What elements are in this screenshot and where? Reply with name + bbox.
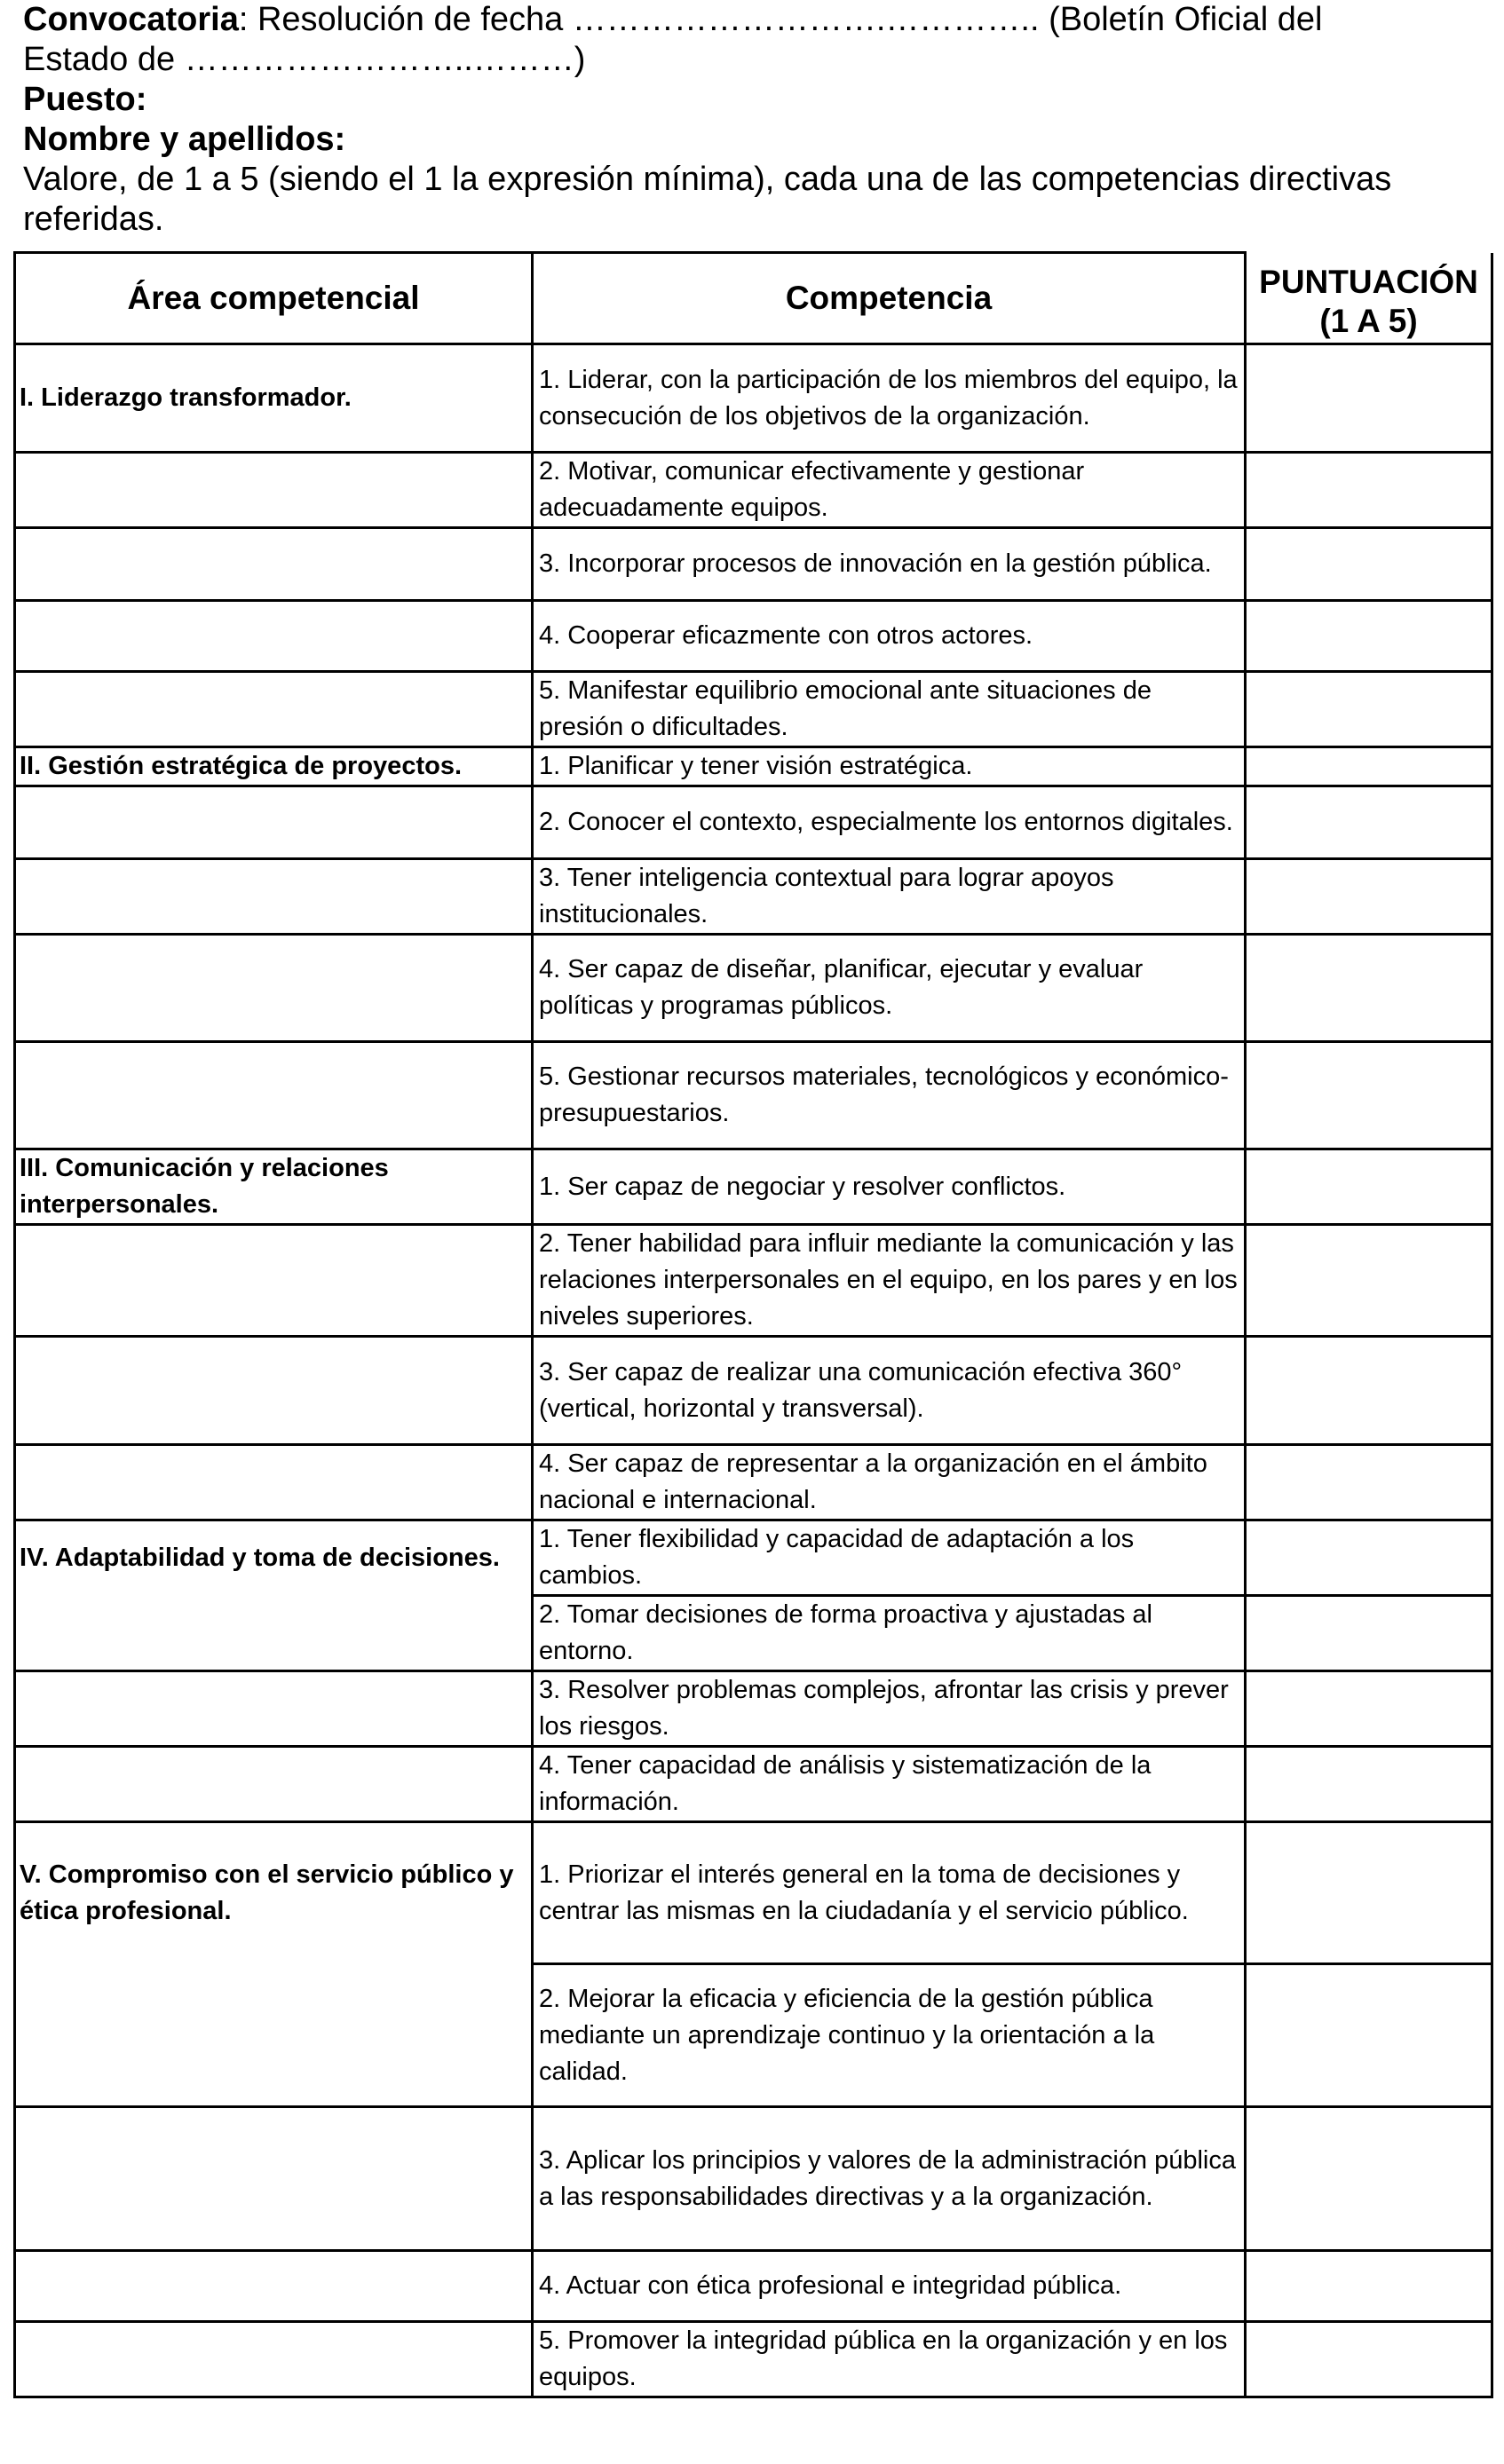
puntuacion-input-cell[interactable] xyxy=(1246,2322,1492,2397)
puntuacion-input-cell[interactable] xyxy=(1246,1747,1492,1822)
instruction-line-2: referidas. xyxy=(23,201,164,238)
competencia-row xyxy=(15,859,1492,935)
header-puntuacion xyxy=(1246,253,1492,344)
area-empty-cell xyxy=(15,672,533,747)
competencia-row xyxy=(15,1520,1492,1596)
puntuacion-input-cell[interactable] xyxy=(1246,1149,1492,1225)
puntuacion-input-cell[interactable] xyxy=(1246,786,1492,859)
competencia-text: 1. Priorizar el interés general en la toma de decisiones y centrar las mismas en la ciudadanía y el servicio público. xyxy=(533,1822,1246,1964)
competencia-row xyxy=(15,1596,1492,1671)
area-empty-cell xyxy=(15,1964,533,2107)
competencia-row xyxy=(15,601,1492,672)
competencia-row xyxy=(15,1445,1492,1520)
competencia-row xyxy=(15,528,1492,601)
convocatoria-line xyxy=(23,0,1488,40)
table-header-row xyxy=(15,253,1492,344)
area-empty-cell xyxy=(15,453,533,528)
competencia-text: 5. Manifestar equilibrio emocional ante situaciones de presión o dificultades. xyxy=(533,672,1246,747)
puntuacion-input-cell[interactable] xyxy=(1246,1520,1492,1596)
puntuacion-input-cell[interactable] xyxy=(1246,1225,1492,1337)
convocatoria-label: Convocatoria xyxy=(23,1,239,38)
header-puntuacion-line-1: PUNTUACIÓN xyxy=(1259,264,1478,300)
competencia-text: 4. Cooperar eficazmente con otros actores. xyxy=(533,601,1246,672)
competencia-row xyxy=(15,1042,1492,1149)
instruction-line-1: Valore, de 1 a 5 (siendo el 1 la expresión mínima), cada una de las competencias directivas xyxy=(23,161,1392,198)
area-empty-cell xyxy=(15,786,533,859)
area-empty-cell xyxy=(15,2322,533,2397)
area-title: I. Liderazgo transformador. xyxy=(15,344,533,453)
competencia-row xyxy=(15,1225,1492,1337)
competencia-row xyxy=(15,1671,1492,1747)
area-empty-cell xyxy=(15,935,533,1042)
competencia-text: 5. Promover la integridad pública en la organización y en los equipos. xyxy=(533,2322,1246,2397)
area-empty-cell xyxy=(15,1337,533,1445)
competencia-row xyxy=(15,2251,1492,2322)
area-empty-cell xyxy=(15,1042,533,1149)
area-empty-cell xyxy=(15,528,533,601)
competencia-text: 2. Tener habilidad para influir mediante la comunicación y las relaciones interpersonales en el equipo, en los pares y en los niveles superiores. xyxy=(533,1225,1246,1337)
area-empty-cell xyxy=(15,859,533,935)
puntuacion-input-cell[interactable] xyxy=(1246,1596,1492,1671)
puesto-label: Puesto: xyxy=(23,81,147,118)
competencia-text: 3. Resolver problemas complejos, afrontar las crisis y prever los riesgos. xyxy=(533,1671,1246,1747)
competencia-row xyxy=(15,2322,1492,2397)
puntuacion-input-cell[interactable] xyxy=(1246,672,1492,747)
puntuacion-input-cell[interactable] xyxy=(1246,1964,1492,2107)
competencias-table xyxy=(13,251,1493,2398)
area-empty-cell xyxy=(15,1596,533,1671)
competencia-row xyxy=(15,344,1492,453)
competencia-row xyxy=(15,1964,1492,2107)
competencia-row xyxy=(15,453,1492,528)
puntuacion-input-cell[interactable] xyxy=(1246,2107,1492,2251)
area-title: V. Compromiso con el servicio público y ética profesional. xyxy=(15,1822,533,1964)
puntuacion-input-cell[interactable] xyxy=(1246,528,1492,601)
competencia-row xyxy=(15,2107,1492,2251)
competencia-text: 4. Ser capaz de representar a la organización en el ámbito nacional e internacional. xyxy=(533,1445,1246,1520)
area-empty-cell xyxy=(15,1225,533,1337)
competencia-row xyxy=(15,747,1492,786)
competencia-text: 4. Ser capaz de diseñar, planificar, ejecutar y evaluar políticas y programas públicos. xyxy=(533,935,1246,1042)
puntuacion-input-cell[interactable] xyxy=(1246,859,1492,935)
puntuacion-input-cell[interactable] xyxy=(1246,1337,1492,1445)
area-empty-cell xyxy=(15,2251,533,2322)
competencia-text: 2. Mejorar la eficacia y eficiencia de la gestión pública mediante un aprendizaje continuo y la orientación a la calidad. xyxy=(533,1964,1246,2107)
estado-line: Estado de ……………………..………) xyxy=(23,41,586,78)
puntuacion-input-cell[interactable] xyxy=(1246,344,1492,453)
puntuacion-input-cell[interactable] xyxy=(1246,1445,1492,1520)
area-empty-cell xyxy=(15,1747,533,1822)
competencia-text: 1. Ser capaz de negociar y resolver conflictos. xyxy=(533,1149,1246,1225)
convocatoria-text: : Resolución de fecha ……………………….………….. (Boletín Oficial del xyxy=(238,1,1323,38)
puntuacion-input-cell[interactable] xyxy=(1246,1822,1492,1964)
competencia-text: 1. Planificar y tener visión estratégica. xyxy=(533,747,1246,786)
puntuacion-input-cell[interactable] xyxy=(1246,1671,1492,1747)
puntuacion-input-cell[interactable] xyxy=(1246,935,1492,1042)
competencia-row xyxy=(15,1822,1492,1964)
competencia-row xyxy=(15,935,1492,1042)
competencia-row xyxy=(15,672,1492,747)
puntuacion-input-cell[interactable] xyxy=(1246,453,1492,528)
puntuacion-input-cell[interactable] xyxy=(1246,747,1492,786)
competencia-text: 1. Liderar, con la participación de los miembros del equipo, la consecución de los objetivos de la organización. xyxy=(533,344,1246,453)
area-title: III. Comunicación y relaciones interpersonales. xyxy=(15,1149,533,1225)
puntuacion-input-cell[interactable] xyxy=(1246,2251,1492,2322)
competencia-text: 3. Tener inteligencia contextual para lograr apoyos institucionales. xyxy=(533,859,1246,935)
competencia-text: 4. Actuar con ética profesional e integridad pública. xyxy=(533,2251,1246,2322)
competencia-text: 1. Tener flexibilidad y capacidad de adaptación a los cambios. xyxy=(533,1520,1246,1596)
area-title: IV. Adaptabilidad y toma de decisiones. xyxy=(15,1520,533,1596)
competencia-text: 2. Conocer el contexto, especialmente los entornos digitales. xyxy=(533,786,1246,859)
competencia-text: 3. Aplicar los principios y valores de la administración pública a las responsabilidades directivas y a la organización. xyxy=(533,2107,1246,2251)
area-empty-cell xyxy=(15,1445,533,1520)
puntuacion-input-cell[interactable] xyxy=(1246,601,1492,672)
nombre-apellidos-label: Nombre y apellidos: xyxy=(23,121,346,158)
competencia-row xyxy=(15,1747,1492,1822)
competencia-text: 3. Ser capaz de realizar una comunicación efectiva 360° (vertical, horizontal y transversal). xyxy=(533,1337,1246,1445)
header-area-competencial: Área competencial xyxy=(15,253,533,344)
area-empty-cell xyxy=(15,601,533,672)
puntuacion-input-cell[interactable] xyxy=(1246,1042,1492,1149)
form-header xyxy=(23,0,1488,240)
area-empty-cell xyxy=(15,1671,533,1747)
competencia-text: 3. Incorporar procesos de innovación en la gestión pública. xyxy=(533,528,1246,601)
area-title: II. Gestión estratégica de proyectos. xyxy=(15,747,533,786)
competencia-text: 2. Motivar, comunicar efectivamente y gestionar adecuadamente equipos. xyxy=(533,453,1246,528)
competencia-text: 5. Gestionar recursos materiales, tecnológicos y económico-presupuestarios. xyxy=(533,1042,1246,1149)
competencia-text: 2. Tomar decisiones de forma proactiva y ajustadas al entorno. xyxy=(533,1596,1246,1671)
header-competencia: Competencia xyxy=(533,253,1246,344)
competencia-row xyxy=(15,1337,1492,1445)
area-empty-cell xyxy=(15,2107,533,2251)
competencia-row xyxy=(15,1149,1492,1225)
header-puntuacion-line-2: (1 A 5) xyxy=(1319,303,1418,339)
competencia-row xyxy=(15,786,1492,859)
competencia-text: 4. Tener capacidad de análisis y sistematización de la información. xyxy=(533,1747,1246,1822)
